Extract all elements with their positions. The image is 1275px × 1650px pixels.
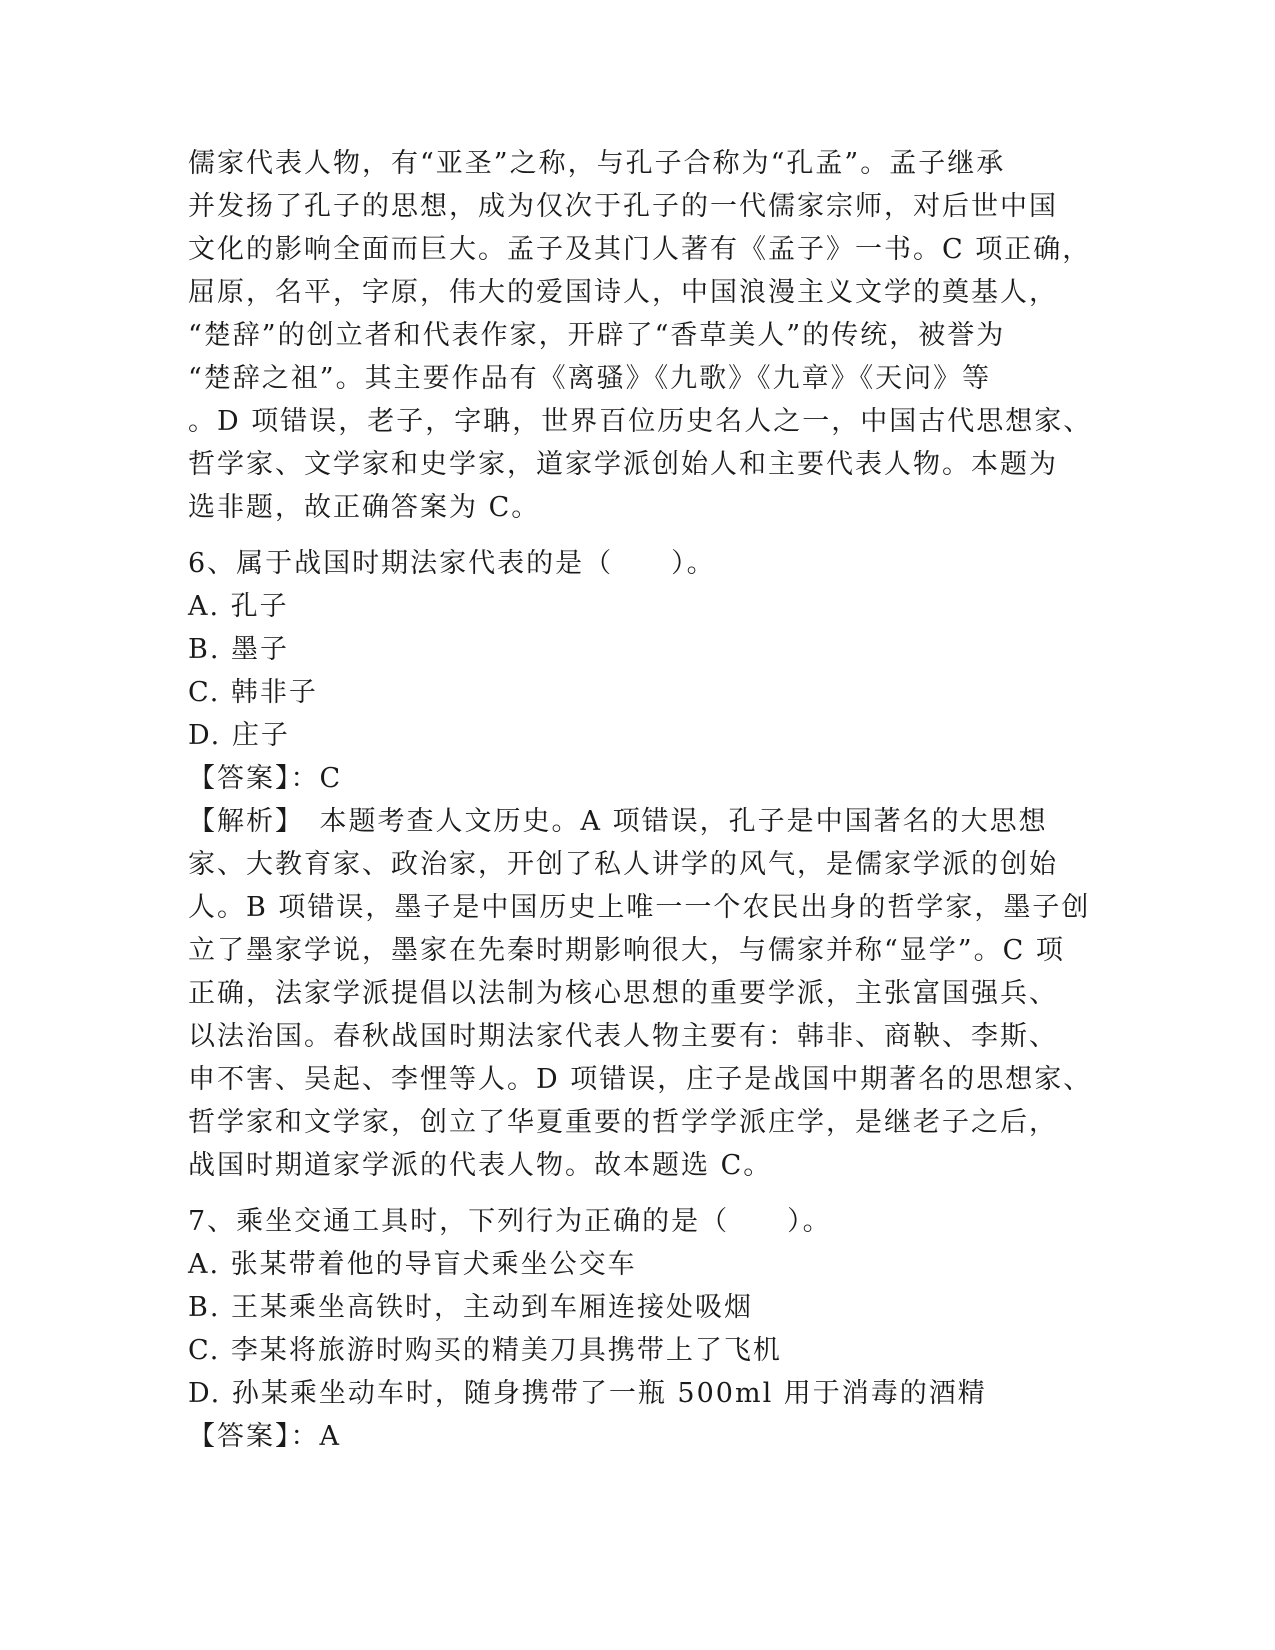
- answer: 【答案】：C: [188, 763, 343, 794]
- question-stem: 6、属于战国时期法家代表的是（ ）。: [188, 548, 716, 579]
- explanation-line: 儒家代表人物，有“亚圣”之称，与孔子合称为“孔孟”。孟子继承: [188, 148, 1006, 179]
- option-d: D. 孙某乘坐动车时，随身携带了一瓶 500ml 用于消毒的酒精: [188, 1378, 987, 1409]
- explanation-line: 申不害、吴起、李悝等人。D 项错误，庄子是战国中期著名的思想家、: [188, 1064, 1093, 1095]
- explanation-line: 家、大教育家、政治家，开创了私人讲学的风气，是儒家学派的创始: [188, 849, 1058, 880]
- explanation-line: 屈原，名平，字原，伟大的爱国诗人，中国浪漫主义文学的奠基人，: [188, 277, 1058, 308]
- question-stem: 7、乘坐交通工具时，下列行为正确的是（ ）。: [188, 1206, 832, 1237]
- explanation-line: 战国时期道家学派的代表人物。故本题选 C。: [188, 1150, 773, 1181]
- option-c: C. 韩非子: [188, 677, 318, 708]
- explanation-line: 以法治国。春秋战国时期法家代表人物主要有：韩非、商鞅、李斯、: [188, 1021, 1058, 1052]
- explanation-line: 哲学家、文学家和史学家，道家学派创始人和主要代表人物。本题为: [188, 449, 1058, 480]
- explanation-line: 正确，法家学派提倡以法制为核心思想的重要学派，主张富国强兵、: [188, 978, 1058, 1009]
- continued-explanation: [188, 142, 1093, 529]
- answer: 【答案】：A: [188, 1421, 341, 1452]
- explanation-line: 文化的影响全面而巨大。孟子及其门人著有《孟子》一书。C 项正确，: [188, 234, 1092, 265]
- explanation-line: 哲学家和文学家，创立了华夏重要的哲学学派庄学，是继老子之后，: [188, 1107, 1058, 1138]
- option-d: D. 庄子: [188, 720, 290, 751]
- option-b: B. 王某乘坐高铁时，主动到车厢连接处吸烟: [188, 1292, 754, 1323]
- explanation-line: 并发扬了孔子的思想，成为仅次于孔子的一代儒家宗师，对后世中国: [188, 191, 1058, 222]
- option-c: C. 李某将旅游时购买的精美刀具携带上了飞机: [188, 1335, 782, 1366]
- explanation-line: 选非题，故正确答案为 C。: [188, 492, 541, 523]
- document-page: [188, 142, 1093, 1458]
- explanation-line: 。D 项错误，老子，字聃，世界百位历史名人之一，中国古代思想家、: [188, 406, 1093, 437]
- spacer: [188, 1187, 1088, 1200]
- spacer: [188, 529, 1088, 542]
- question-6: [188, 542, 1093, 1187]
- explanation-line: “楚辞之祖”。其主要作品有《离骚》《九歌》《九章》《天问》等: [188, 363, 992, 394]
- explanation-line: “楚辞”的创立者和代表作家，开辟了“香草美人”的传统，被誉为: [188, 320, 1006, 351]
- explanation-line: 人。B 项错误，墨子是中国历史上唯一一个农民出身的哲学家，墨子创: [188, 892, 1091, 923]
- option-a: A. 张某带着他的导盲犬乘坐公交车: [188, 1249, 637, 1280]
- question-7: [188, 1200, 1088, 1458]
- option-b: B. 墨子: [188, 634, 290, 665]
- explanation-line: 立了墨家学说，墨家在先秦时期影响很大，与儒家并称“显学”。C 项: [188, 935, 1065, 966]
- explanation-line: 【解析】 本题考查人文历史。A 项错误，孔子是中国著名的大思想: [188, 806, 1048, 837]
- option-a: A. 孔子: [188, 591, 289, 622]
